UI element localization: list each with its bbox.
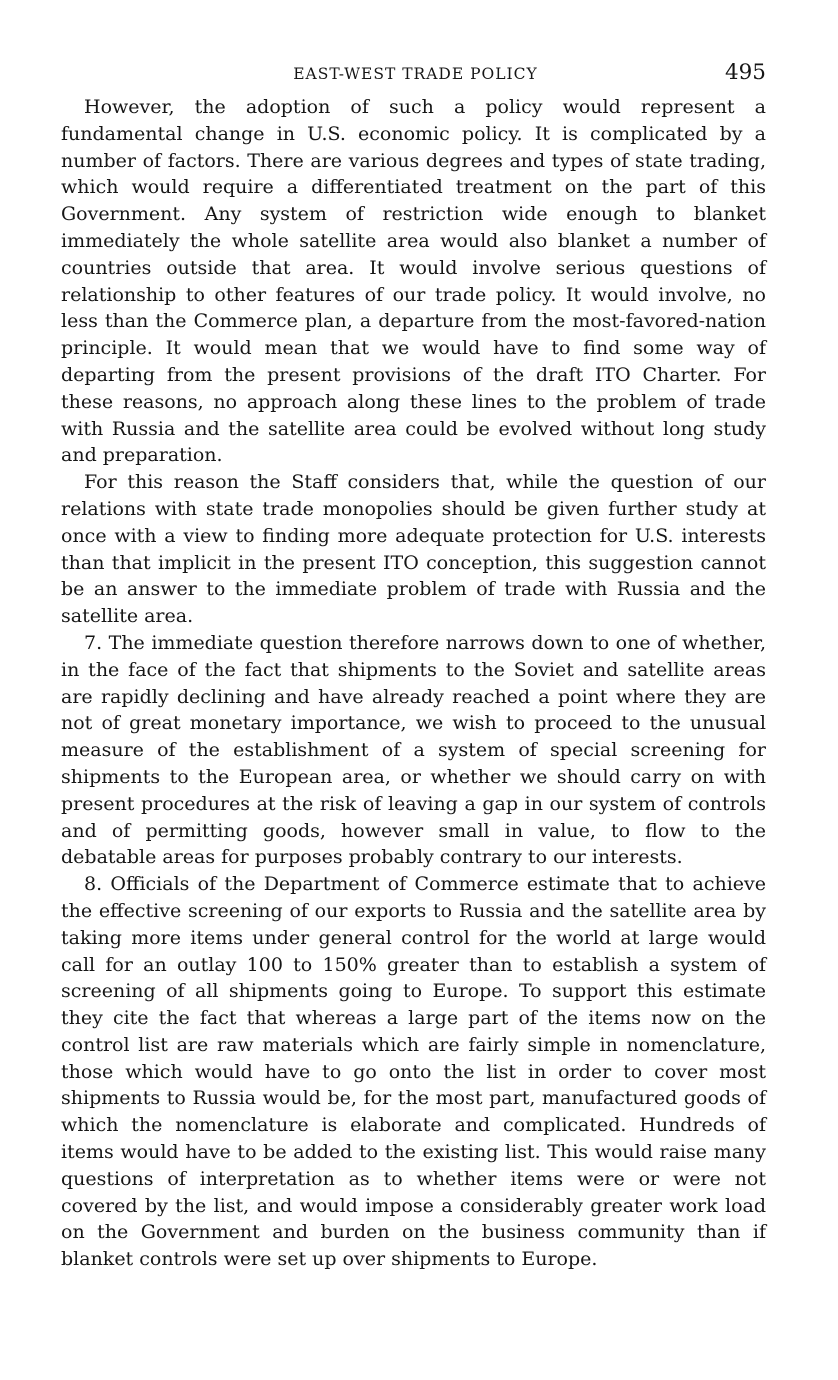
paragraph: For this reason the Staff considers that, while the question of our relations with state trade monopolies should be given further study at once with a view to finding more adequate protection for U.S. interests than that implicit in the present ITO conception, this suggestion cannot be an answer to the immediate problem of trade with Russia and the satellite area.: [61, 471, 766, 628]
page-number: 495: [724, 60, 766, 85]
paragraph: 7. The immediate question therefore narrows down to one of whether, in the face of the fact that shipments to the Soviet and satellite areas are rapidly declining and have already reached a point where they are not of great monetary importance, we wish to proceed to the unusual measure of the establishment of a system of special screening for shipments to the European area, or whether we should carry on with present procedures at the risk of leaving a gap in our system of controls and of permitting goods, however small in value, to flow to the debatable areas for purposes probably contrary to our interests.: [61, 631, 766, 869]
running-title: EAST-WEST TRADE POLICY: [293, 65, 538, 83]
paragraph: 8. Officials of the Department of Commerce estimate that to achieve the effective screening of our exports to Russia and the satellite area by taking more items under general control for the world at large would call for an outlay 100 to 150% greater than to establish a system of screening of all shipments going to Europe. To support this estimate they cite the fact that whereas a large part of the items now on the control list are raw materials which are fairly simple in nomenclature, those which would have to go onto the list in order to cover most shipments to Russia would be, for the most part, manufactured goods of which the nomenclature is elaborate and complicated. Hundreds of items would have to be added to the existing list. This would raise many questions of interpretation as to whether items were or were not covered by the list, and would impose a considerably greater work load on the Government and burden on the business community than if blanket controls were set up over shipments to Europe.: [61, 873, 766, 1271]
paragraph: However, the adoption of such a policy would represent a fundamental change in U.S. economic policy. It is complicated by a number of factors. There are various degrees and types of state trading, which would require a differentiated treatment on the part of this Government. Any system of restriction wide enough to blanket immediately the whole satellite area would also blanket a number of countries outside that area. It would involve serious questions of relationship to other features of our trade policy. It would involve, no less than the Commerce plan, a departure from the most-favored-nation principle. It would mean that we would have to find some way of departing from the present provisions of the draft ITO Charter. For these reasons, no approach along these lines to the problem of trade with Russia and the satellite area could be evolved without long study and preparation.: [61, 96, 766, 467]
document-page: [61, 58, 766, 1273]
running-header: [61, 58, 766, 94]
